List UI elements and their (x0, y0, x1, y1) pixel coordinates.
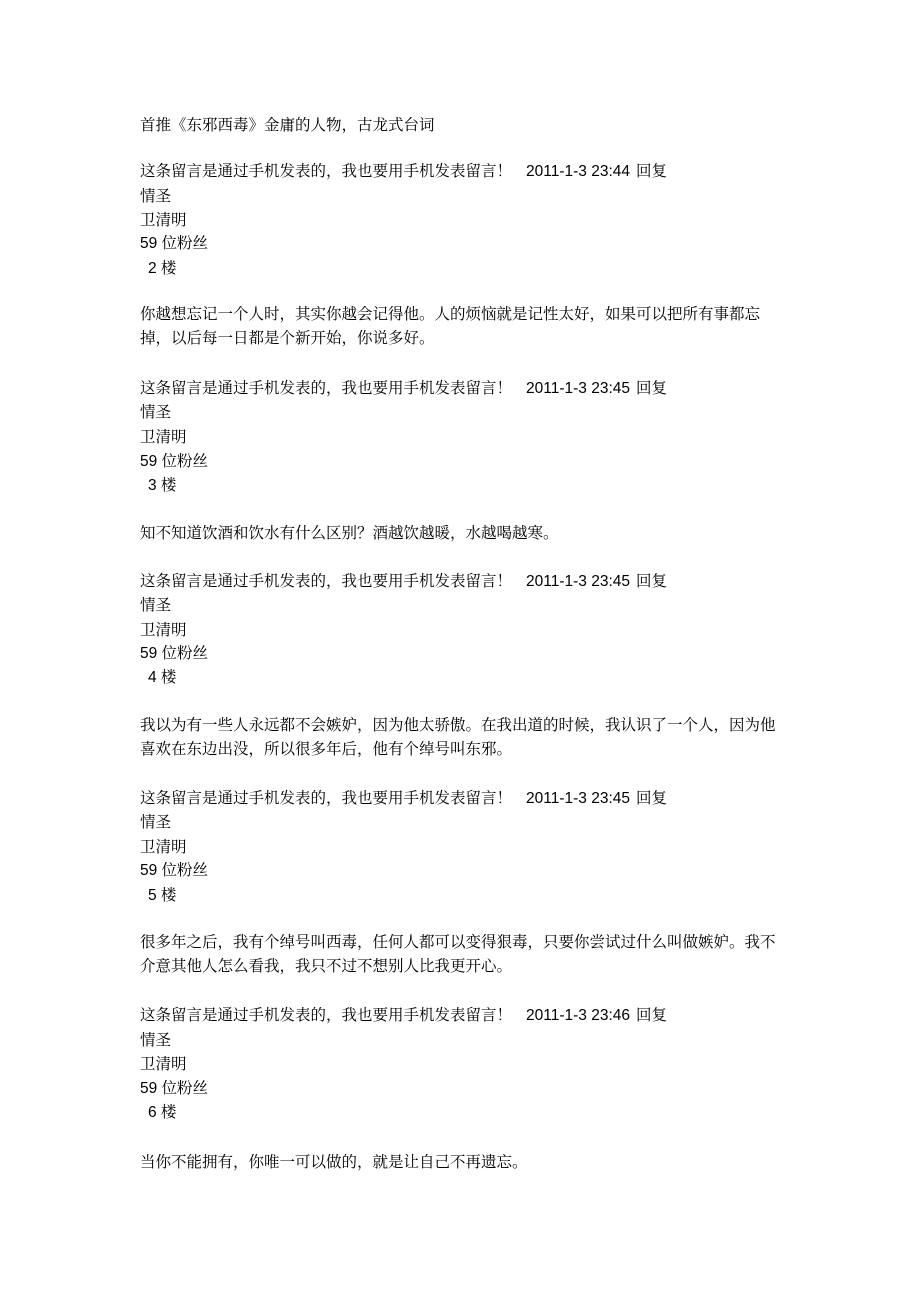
fan-count: 59 位粉丝 (140, 645, 209, 662)
reply-link[interactable]: 回复 (636, 1006, 668, 1024)
comment-text: 我以为有一些人永远都不会嫉妒，因为他太骄傲。在我出道的时候，我认识了一个人，因为他喜欢在东边出没，所以很多年后，他有个绰号叫东邪。 (140, 716, 776, 758)
comment-date: 2011-1-3 23:44 (526, 163, 631, 180)
floor-number: 4 楼 (148, 669, 177, 686)
reply-link[interactable]: 回复 (636, 572, 668, 590)
floor-number: 3 楼 (148, 477, 177, 494)
user-tag: 情圣 (140, 1031, 172, 1049)
floor-number: 2 楼 (148, 260, 177, 277)
mobile-post-note: 这条留言是通过手机发表的，我也要用手机发表留言！ (140, 379, 513, 397)
fan-count: 59 位粉丝 (140, 1080, 209, 1097)
comment-date: 2011-1-3 23:45 (526, 790, 631, 807)
fan-count: 59 位粉丝 (140, 862, 209, 879)
comment-text: 很多年之后，我有个绰号叫西毒，任何人都可以变得狠毒，只要你尝试过什么叫做嫉妒。我不介意其他人怎么看我，我只不过不想别人比我更开心。 (140, 933, 776, 975)
comment-meta (140, 786, 667, 811)
floor-number: 5 楼 (148, 887, 177, 904)
username[interactable]: 卫清明 (140, 211, 187, 229)
comment-meta (140, 569, 667, 594)
comment-text: 知不知道饮酒和饮水有什么区别？酒越饮越暖，水越喝越寒。 (140, 524, 559, 542)
comment-date: 2011-1-3 23:46 (526, 1007, 631, 1024)
comment-text: 当你不能拥有，你唯一可以做的，就是让自己不再遗忘。 (140, 1153, 528, 1171)
reply-link[interactable]: 回复 (636, 789, 668, 807)
username[interactable]: 卫清明 (140, 621, 187, 639)
user-tag: 情圣 (140, 596, 172, 614)
mobile-post-note: 这条留言是通过手机发表的，我也要用手机发表留言！ (140, 789, 513, 807)
comment-meta (140, 376, 667, 401)
floor-number: 6 楼 (148, 1104, 177, 1121)
comment-text: 你越想忘记一个人时，其实你越会记得他。人的烦恼就是记性太好，如果可以把所有事都忘掉，以后每一日都是个新开始，你说多好。 (140, 305, 761, 347)
username[interactable]: 卫清明 (140, 1055, 187, 1073)
user-tag: 情圣 (140, 813, 172, 831)
reply-link[interactable]: 回复 (636, 379, 668, 397)
user-tag: 情圣 (140, 187, 172, 205)
mobile-post-note: 这条留言是通过手机发表的，我也要用手机发表留言！ (140, 572, 513, 590)
comment-meta (140, 159, 667, 184)
username[interactable]: 卫清明 (140, 428, 187, 446)
fan-count: 59 位粉丝 (140, 453, 209, 470)
post-title: 首推《东邪西毒》金庸的人物，古龙式台词 (140, 116, 435, 134)
comment-date: 2011-1-3 23:45 (526, 380, 631, 397)
comment-date: 2011-1-3 23:45 (526, 573, 631, 590)
comment-meta (140, 1003, 667, 1028)
reply-link[interactable]: 回复 (636, 162, 668, 180)
mobile-post-note: 这条留言是通过手机发表的，我也要用手机发表留言！ (140, 1006, 513, 1024)
user-tag: 情圣 (140, 403, 172, 421)
fan-count: 59 位粉丝 (140, 235, 209, 252)
mobile-post-note: 这条留言是通过手机发表的，我也要用手机发表留言！ (140, 162, 513, 180)
username[interactable]: 卫清明 (140, 838, 187, 856)
